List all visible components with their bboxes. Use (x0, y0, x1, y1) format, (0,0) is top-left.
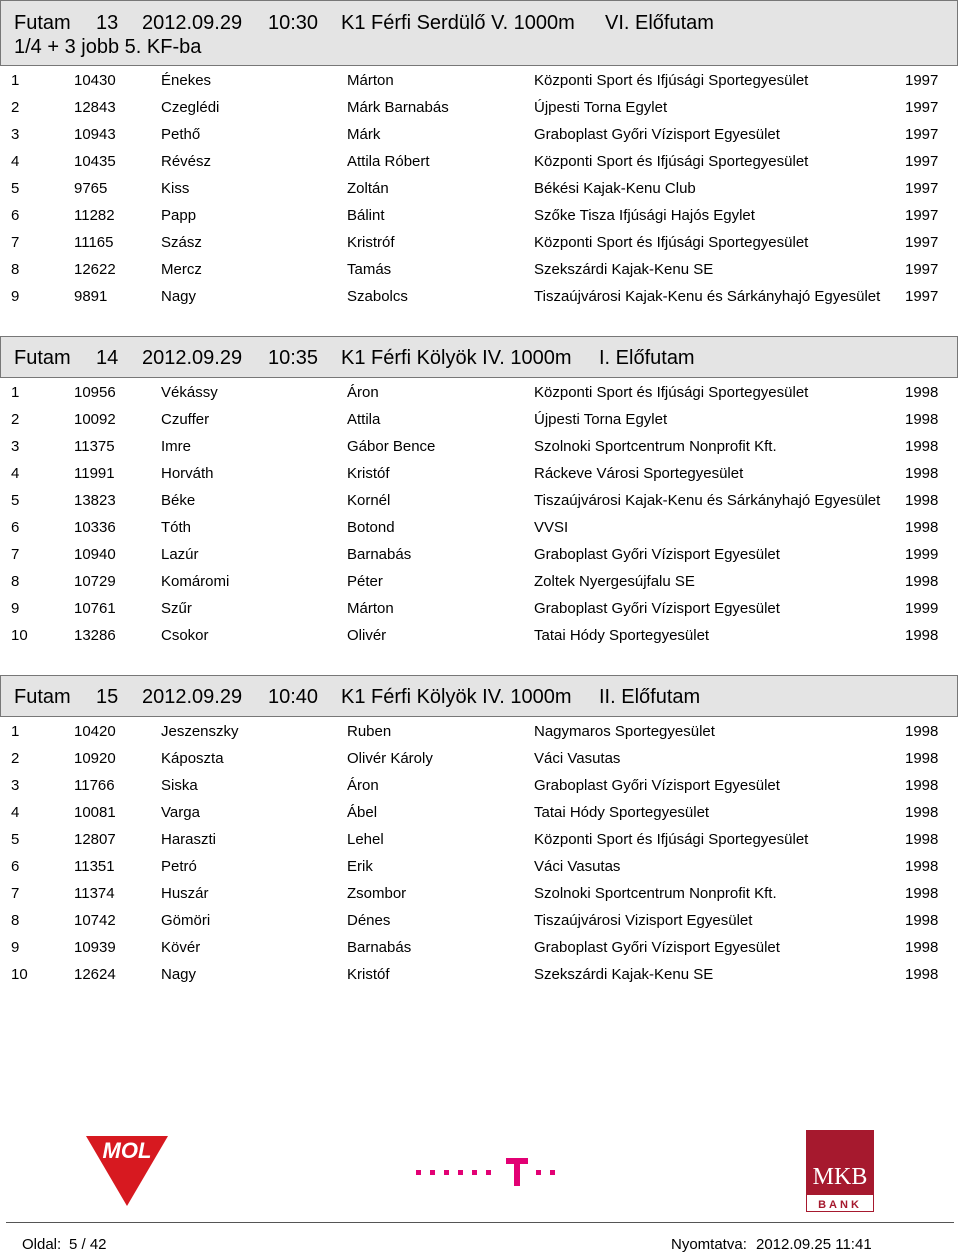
bib-cell: 10420 (74, 723, 116, 740)
first-name-cell: Erik (347, 858, 373, 875)
bib-cell: 12843 (74, 99, 116, 116)
bib-cell: 10430 (74, 72, 116, 89)
svg-text:BANK: BANK (818, 1199, 862, 1211)
table-row (0, 826, 960, 853)
first-name-cell: Barnabás (347, 939, 412, 956)
heat-round: I. Előfutam (599, 347, 695, 369)
page-label: Oldal: (22, 1236, 62, 1253)
place-cell: 9 (11, 288, 20, 305)
place-cell: 7 (11, 546, 20, 563)
club-cell: Graboplast Győri Vízisport Egyesület (534, 600, 780, 617)
year-cell: 1997 (905, 180, 939, 197)
last-name-cell: Csokor (161, 627, 209, 644)
heat-qualification: 1/4 + 3 jobb 5. KF-ba (14, 36, 202, 58)
club-cell: Újpesti Torna Egylet (534, 411, 668, 428)
print-timestamp: 2012.09.25 11:41 (756, 1236, 872, 1253)
year-cell: 1997 (905, 72, 939, 89)
heat-number: 13 (96, 12, 119, 34)
last-name-cell: Nagy (161, 966, 197, 983)
table-row (0, 934, 960, 961)
place-cell: 10 (11, 627, 28, 644)
first-name-cell: Attila Róbert (347, 153, 430, 170)
place-cell: 2 (11, 750, 20, 767)
bib-cell: 13823 (74, 492, 116, 509)
first-name-cell: Márton (347, 72, 394, 89)
year-cell: 1997 (905, 288, 939, 305)
heat-round: II. Előfutam (599, 686, 701, 708)
year-cell: 1997 (905, 153, 939, 170)
heat-event: K1 Férfi Kölyök IV. 1000m (341, 347, 572, 369)
table-row (0, 622, 960, 649)
bib-cell: 10729 (74, 573, 116, 590)
bib-cell: 11375 (74, 438, 115, 455)
club-cell: Szekszárdi Kajak-Kenu SE (534, 261, 714, 278)
place-cell: 1 (11, 723, 20, 740)
bib-cell: 10761 (74, 600, 116, 617)
svg-text:MKB: MKB (812, 1164, 868, 1190)
place-cell: 1 (11, 384, 20, 401)
heat-event: K1 Férfi Kölyök IV. 1000m (341, 686, 572, 708)
last-name-cell: Komáromi (161, 573, 230, 590)
place-cell: 3 (11, 126, 20, 143)
svg-text:MOL: MOL (102, 1138, 152, 1163)
last-name-cell: Czeglédi (161, 99, 220, 116)
year-cell: 1998 (905, 627, 939, 644)
place-cell: 8 (11, 573, 20, 590)
first-name-cell: Dénes (347, 912, 391, 929)
place-cell: 8 (11, 912, 20, 929)
bib-cell: 10920 (74, 750, 116, 767)
club-cell: Zoltek Nyergesújfalu SE (534, 573, 695, 590)
first-name-cell: Márk (347, 126, 381, 143)
print-label: Nyomtatva: (671, 1236, 747, 1253)
club-cell: Központi Sport és Ifjúsági Sportegyesület (534, 831, 809, 848)
first-name-cell: Ábel (347, 804, 378, 821)
club-cell: Tiszaújvárosi Kajak-Kenu és Sárkányhajó Egyesület (534, 288, 881, 305)
club-cell: Szőke Tisza Ifjúsági Hajós Egylet (534, 207, 755, 224)
table-row (0, 907, 960, 934)
bib-cell: 11351 (74, 858, 115, 875)
table-row (0, 541, 960, 568)
place-cell: 9 (11, 939, 20, 956)
last-name-cell: Varga (161, 804, 200, 821)
results-table (0, 718, 960, 988)
last-name-cell: Szűr (161, 600, 192, 617)
year-cell: 1997 (905, 261, 939, 278)
club-cell: Tiszaújvárosi Vizisport Egyesület (534, 912, 753, 929)
year-cell: 1997 (905, 234, 939, 251)
bib-cell: 12807 (74, 831, 116, 848)
year-cell: 1998 (905, 966, 939, 983)
bib-cell: 11991 (74, 465, 115, 482)
year-cell: 1998 (905, 384, 939, 401)
bib-cell: 10956 (74, 384, 116, 401)
last-name-cell: Horváth (161, 465, 214, 482)
table-row (0, 175, 960, 202)
first-name-cell: Barnabás (347, 546, 412, 563)
first-name-cell: Péter (347, 573, 383, 590)
bib-cell: 10742 (74, 912, 116, 929)
table-row (0, 229, 960, 256)
club-cell: Tiszaújvárosi Kajak-Kenu és Sárkányhajó Egyesület (534, 492, 881, 509)
bib-cell: 10081 (74, 804, 116, 821)
last-name-cell: Czuffer (161, 411, 210, 428)
bib-cell: 10943 (74, 126, 116, 143)
bib-cell: 11282 (74, 207, 115, 224)
club-cell: Graboplast Győri Vízisport Egyesület (534, 546, 780, 563)
club-cell: Váci Vasutas (534, 858, 621, 875)
club-cell: Szekszárdi Kajak-Kenu SE (534, 966, 714, 983)
club-cell: Graboplast Győri Vízisport Egyesület (534, 126, 780, 143)
first-name-cell: Áron (347, 777, 379, 794)
table-row (0, 433, 960, 460)
heat-header (0, 336, 958, 378)
year-cell: 1998 (905, 939, 939, 956)
first-name-cell: Márk Barnabás (347, 99, 449, 116)
year-cell: 1999 (905, 600, 939, 617)
place-cell: 6 (11, 519, 20, 536)
bib-cell: 11165 (74, 234, 114, 251)
sponsor-logos (0, 1120, 960, 1220)
bib-cell: 10435 (74, 153, 116, 170)
year-cell: 1998 (905, 777, 939, 794)
table-row (0, 718, 960, 745)
first-name-cell: Kristróf (347, 234, 395, 251)
club-cell: Graboplast Győri Vízisport Egyesület (534, 939, 780, 956)
table-row (0, 121, 960, 148)
last-name-cell: Kövér (161, 939, 201, 956)
place-cell: 2 (11, 99, 20, 116)
table-row (0, 514, 960, 541)
club-cell: Nagymaros Sportegyesület (534, 723, 715, 740)
heat-label: Futam (14, 12, 71, 34)
year-cell: 1998 (905, 858, 939, 875)
place-cell: 5 (11, 492, 20, 509)
bib-cell: 12624 (74, 966, 116, 983)
table-row (0, 880, 960, 907)
place-cell: 4 (11, 153, 20, 170)
bib-cell: 12622 (74, 261, 116, 278)
table-row (0, 799, 960, 826)
club-cell: VVSI (534, 519, 569, 536)
last-name-cell: Imre (161, 438, 191, 455)
footer-divider (6, 1222, 954, 1223)
bib-cell: 10939 (74, 939, 116, 956)
heat-label: Futam (14, 686, 71, 708)
bib-cell: 10336 (74, 519, 116, 536)
heat-label: Futam (14, 347, 71, 369)
place-cell: 3 (11, 777, 20, 794)
bib-cell: 13286 (74, 627, 116, 644)
club-cell: Tatai Hódy Sportegyesület (534, 804, 710, 821)
heat-header (0, 675, 958, 717)
mkb-bank-logo (806, 1130, 874, 1212)
first-name-cell: Tamás (347, 261, 392, 278)
heat-date: 2012.09.29 (142, 686, 243, 708)
heat-time: 10:30 (268, 12, 319, 34)
place-cell: 10 (11, 966, 28, 983)
last-name-cell: Énekes (161, 72, 212, 89)
bib-cell: 10092 (74, 411, 116, 428)
club-cell: Szolnoki Sportcentrum Nonprofit Kft. (534, 885, 777, 902)
first-name-cell: Zoltán (347, 180, 389, 197)
year-cell: 1998 (905, 411, 939, 428)
table-row (0, 283, 960, 310)
place-cell: 7 (11, 885, 20, 902)
last-name-cell: Petró (161, 858, 197, 875)
heat-header (0, 0, 958, 66)
first-name-cell: Botond (347, 519, 395, 536)
first-name-cell: Szabolcs (347, 288, 408, 305)
year-cell: 1998 (905, 519, 939, 536)
heat-time: 10:35 (268, 347, 319, 369)
bib-cell: 11766 (74, 777, 115, 794)
year-cell: 1998 (905, 438, 939, 455)
last-name-cell: Papp (161, 207, 197, 224)
club-cell: Békési Kajak-Kenu Club (534, 180, 696, 197)
club-cell: Újpesti Torna Egylet (534, 99, 668, 116)
year-cell: 1998 (905, 912, 939, 929)
mol-logo (86, 1136, 168, 1208)
table-row (0, 94, 960, 121)
last-name-cell: Haraszti (161, 831, 217, 848)
heat-round: VI. Előfutam (605, 12, 714, 34)
table-row (0, 67, 960, 94)
year-cell: 1997 (905, 126, 939, 143)
first-name-cell: Olivér (347, 627, 387, 644)
bib-cell: 9765 (74, 180, 108, 197)
last-name-cell: Gömöri (161, 912, 211, 929)
place-cell: 1 (11, 72, 20, 89)
first-name-cell: Márton (347, 600, 394, 617)
year-cell: 1998 (905, 885, 939, 902)
bib-cell: 9891 (74, 288, 108, 305)
year-cell: 1998 (905, 750, 939, 767)
page-number: 5 / 42 (69, 1236, 107, 1253)
year-cell: 1999 (905, 546, 939, 563)
place-cell: 6 (11, 207, 20, 224)
club-cell: Graboplast Győri Vízisport Egyesület (534, 777, 780, 794)
last-name-cell: Mercz (161, 261, 202, 278)
year-cell: 1998 (905, 492, 939, 509)
heat-date: 2012.09.29 (142, 347, 243, 369)
first-name-cell: Kristóf (347, 966, 390, 983)
first-name-cell: Áron (347, 384, 379, 401)
club-cell: Tatai Hódy Sportegyesület (534, 627, 710, 644)
first-name-cell: Olivér Károly (347, 750, 433, 767)
table-row (0, 961, 960, 988)
last-name-cell: Nagy (161, 288, 197, 305)
place-cell: 5 (11, 831, 20, 848)
heat-number: 15 (96, 686, 119, 708)
bib-cell: 10940 (74, 546, 116, 563)
last-name-cell: Tóth (161, 519, 192, 536)
table-row (0, 568, 960, 595)
table-row (0, 406, 960, 433)
last-name-cell: Káposzta (161, 750, 224, 767)
club-cell: Központi Sport és Ifjúsági Sportegyesület (534, 153, 809, 170)
last-name-cell: Huszár (161, 885, 209, 902)
first-name-cell: Bálint (347, 207, 385, 224)
table-row (0, 595, 960, 622)
telekom-logo (414, 1156, 560, 1188)
club-cell: Központi Sport és Ifjúsági Sportegyesület (534, 72, 809, 89)
place-cell: 3 (11, 438, 20, 455)
place-cell: 7 (11, 234, 20, 251)
heat-number: 14 (96, 347, 119, 369)
year-cell: 1997 (905, 99, 939, 116)
first-name-cell: Attila (347, 411, 381, 428)
year-cell: 1997 (905, 207, 939, 224)
table-row (0, 853, 960, 880)
first-name-cell: Ruben (347, 723, 392, 740)
last-name-cell: Pethő (161, 126, 201, 143)
first-name-cell: Zsombor (347, 885, 407, 902)
heat-time: 10:40 (268, 686, 319, 708)
table-row (0, 256, 960, 283)
place-cell: 2 (11, 411, 20, 428)
heat-date: 2012.09.29 (142, 12, 243, 34)
club-cell: Központi Sport és Ifjúsági Sportegyesület (534, 234, 809, 251)
place-cell: 4 (11, 465, 20, 482)
place-cell: 6 (11, 858, 20, 875)
place-cell: 4 (11, 804, 20, 821)
club-cell: Szolnoki Sportcentrum Nonprofit Kft. (534, 438, 777, 455)
last-name-cell: Kiss (161, 180, 190, 197)
year-cell: 1998 (905, 465, 939, 482)
year-cell: 1998 (905, 573, 939, 590)
results-table (0, 67, 960, 310)
place-cell: 8 (11, 261, 20, 278)
table-row (0, 487, 960, 514)
club-cell: Ráckeve Városi Sportegyesület (534, 465, 744, 482)
first-name-cell: Lehel (347, 831, 384, 848)
bib-cell: 11374 (74, 885, 115, 902)
last-name-cell: Lazúr (161, 546, 199, 563)
club-cell: Központi Sport és Ifjúsági Sportegyesület (534, 384, 809, 401)
place-cell: 9 (11, 600, 20, 617)
year-cell: 1998 (905, 804, 939, 821)
last-name-cell: Révész (161, 153, 212, 170)
table-row (0, 745, 960, 772)
heat-event: K1 Férfi Serdülő V. 1000m (341, 12, 575, 34)
last-name-cell: Szász (161, 234, 202, 251)
results-table (0, 379, 960, 649)
last-name-cell: Siska (161, 777, 198, 794)
table-row (0, 379, 960, 406)
year-cell: 1998 (905, 831, 939, 848)
last-name-cell: Béke (161, 492, 196, 509)
last-name-cell: Vékássy (161, 384, 218, 401)
place-cell: 5 (11, 180, 20, 197)
table-row (0, 202, 960, 229)
first-name-cell: Gábor Bence (347, 438, 436, 455)
first-name-cell: Kristóf (347, 465, 390, 482)
last-name-cell: Jeszenszky (161, 723, 239, 740)
table-row (0, 772, 960, 799)
club-cell: Váci Vasutas (534, 750, 621, 767)
table-row (0, 460, 960, 487)
year-cell: 1998 (905, 723, 939, 740)
table-row (0, 148, 960, 175)
first-name-cell: Kornél (347, 492, 391, 509)
